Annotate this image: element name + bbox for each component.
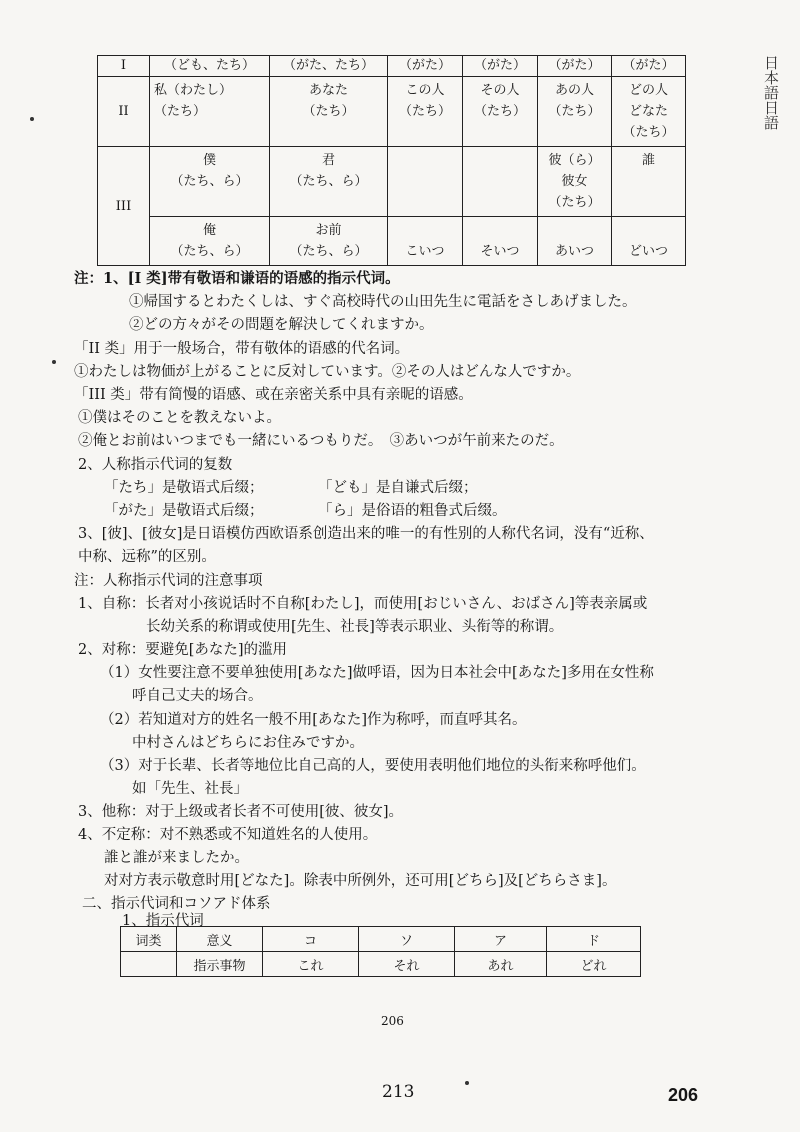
table-cell: こいつ [388, 217, 463, 266]
section-text: 4、不定称：对不熟悉或不知道姓名的人使用。 [78, 827, 378, 843]
section-text: （1）女性要注意不要单独使用[あなた]做呼语，因为日本社会中[あなた]多用在女性称 [100, 665, 654, 681]
section-text: 1、自称：长者对小孩说话时不自称[わたし]，而使用[おじいさん、おばさん]等表亲属或 [78, 596, 648, 612]
table-cell: ド [547, 927, 641, 952]
table-cell: コ [263, 927, 359, 952]
table-cell: あいつ [538, 217, 612, 266]
table-cell: （がた） [388, 56, 463, 77]
table-cell: （がた） [463, 56, 538, 77]
scan-speck [52, 360, 56, 364]
table-cell: 指示事物 [177, 952, 263, 977]
table-cell: 彼（ら） 彼女 （たち） [538, 147, 612, 217]
table-cell: これ [263, 952, 359, 977]
example-sentence: ①わたしは物価が上がることに反対しています。②その人はどんな人ですか。 [74, 364, 581, 380]
note-text: 「III 类」带有简慢的语感、或在亲密关系中具有亲昵的语感。 [74, 387, 473, 403]
suffix-note: 「ども」是自谦式后缀； [318, 480, 478, 496]
table-cell: どの人 どなた （たち） [612, 77, 686, 147]
margin-note: 日本語日語 [762, 55, 780, 130]
table-cell: あの人 （たち） [538, 77, 612, 147]
section-heading: 二、指示代词和コソアド体系 [82, 896, 271, 912]
section-text: 3、[彼]、[彼女]是日语模仿西欧语系创造出来的唯一的有性别的人称代名词，没有“近称、 [78, 526, 654, 542]
table-cell: （ども、たち） [150, 56, 270, 77]
table-cell: どれ [547, 952, 641, 977]
table-cell: お前 （たち、ら） [270, 217, 388, 266]
table-cell: それ [359, 952, 455, 977]
note-text: 「II 类」用于一般场合，带有敬体的语感的代名词。 [74, 341, 410, 357]
section-text: （2）若知道对方的姓名一般不用[あなた]作为称呼，而直呼其名。 [100, 712, 527, 728]
section-text: （3）对于长辈、长者等地位比自己高的人，要使用表明他们地位的头衔来称呼他们。 [100, 758, 646, 774]
suffix-note: 「ら」是俗语的粗鲁式后缀。 [318, 503, 507, 519]
table-cell: この人 （たち） [388, 77, 463, 147]
demonstrative-table [120, 926, 641, 977]
section-text: 对对方表示敬意时用[どなた]。除表中所例外，还可用[どちら]及[どちらさま]。 [104, 873, 617, 889]
table-cell: 俺 （たち、ら） [150, 217, 270, 266]
table-cell: 意义 [177, 927, 263, 952]
page-number: 206 [668, 1085, 699, 1105]
example-sentence: ①帰国するとわたくしは、すぐ高校時代の山田先生に電話をさしあげました。 [129, 294, 637, 310]
suffix-note: 「たち」是敬语式后缀； [104, 480, 264, 496]
section-text: 2、对称：要避免[あなた]的滥用 [78, 642, 288, 658]
example-sentence: ①僕はそのことを教えないよ。 [78, 410, 281, 426]
table-row [98, 147, 686, 217]
table-cell: 词类 [121, 927, 177, 952]
example-sentence: 如「先生、社長」 [132, 781, 248, 797]
table-cell: I [98, 56, 150, 77]
subsection-heading: 1、指示代词 [122, 913, 204, 929]
example-sentence: ②俺とお前はいつまでも一緒にいるつもりだ。 ③あいつが午前来たのだ。 [78, 433, 564, 449]
table-cell: （がた、たち） [270, 56, 388, 77]
table-row [98, 56, 686, 77]
scan-speck [30, 117, 34, 121]
example-sentence: ②どの方々がその問題を解決してくれますか。 [129, 317, 434, 333]
table-cell: ソ [359, 927, 455, 952]
section-heading: 2、人称指示代词的复数 [78, 457, 233, 473]
scan-speck [465, 1081, 469, 1085]
table-row [98, 217, 686, 266]
table-cell: 僕 （たち、ら） [150, 147, 270, 217]
table-cell: 誰 [612, 147, 686, 217]
note-heading: 注：1、[I 类]带有敬语和谦语的语感的指示代词。 [74, 270, 400, 287]
note-heading: 注：人称指示代词的注意事项 [74, 573, 263, 589]
example-sentence: 中村さんはどちらにお住みですか。 [132, 735, 364, 751]
table-cell [463, 147, 538, 217]
table-cell: あれ [455, 952, 547, 977]
table-cell: その人 （たち） [463, 77, 538, 147]
table-cell [388, 147, 463, 217]
personal-pronoun-table [97, 55, 686, 266]
example-sentence: 誰と誰が来ましたか。 [104, 850, 249, 866]
table-cell: 君 （たち、ら） [270, 147, 388, 217]
table-row [121, 927, 641, 952]
table-cell: どいつ [612, 217, 686, 266]
section-text: 长幼关系的称谓或使用[先生、社長]等表示职业、头衔等的称谓。 [146, 619, 564, 635]
table-cell: あなた （たち） [270, 77, 388, 147]
suffix-note: 「がた」是敬语式后缀； [104, 503, 264, 519]
table-cell: II [98, 77, 150, 147]
table-cell: III [98, 147, 150, 266]
page-number: 206 [381, 1014, 404, 1028]
table-cell: （がた） [612, 56, 686, 77]
table-cell [121, 952, 177, 977]
table-row [98, 77, 686, 147]
section-text: 3、他称：对于上级或者长者不可使用[彼、彼女]。 [78, 804, 404, 820]
table-cell: 私（わたし） （たち） [150, 77, 270, 147]
table-cell: （がた） [538, 56, 612, 77]
table-cell: ア [455, 927, 547, 952]
section-text: 呼自己丈夫的场合。 [132, 688, 263, 704]
section-text: 中称、远称”的区别。 [78, 549, 216, 565]
table-cell: そいつ [463, 217, 538, 266]
table-row [121, 952, 641, 977]
page-number: 213 [382, 1082, 415, 1102]
